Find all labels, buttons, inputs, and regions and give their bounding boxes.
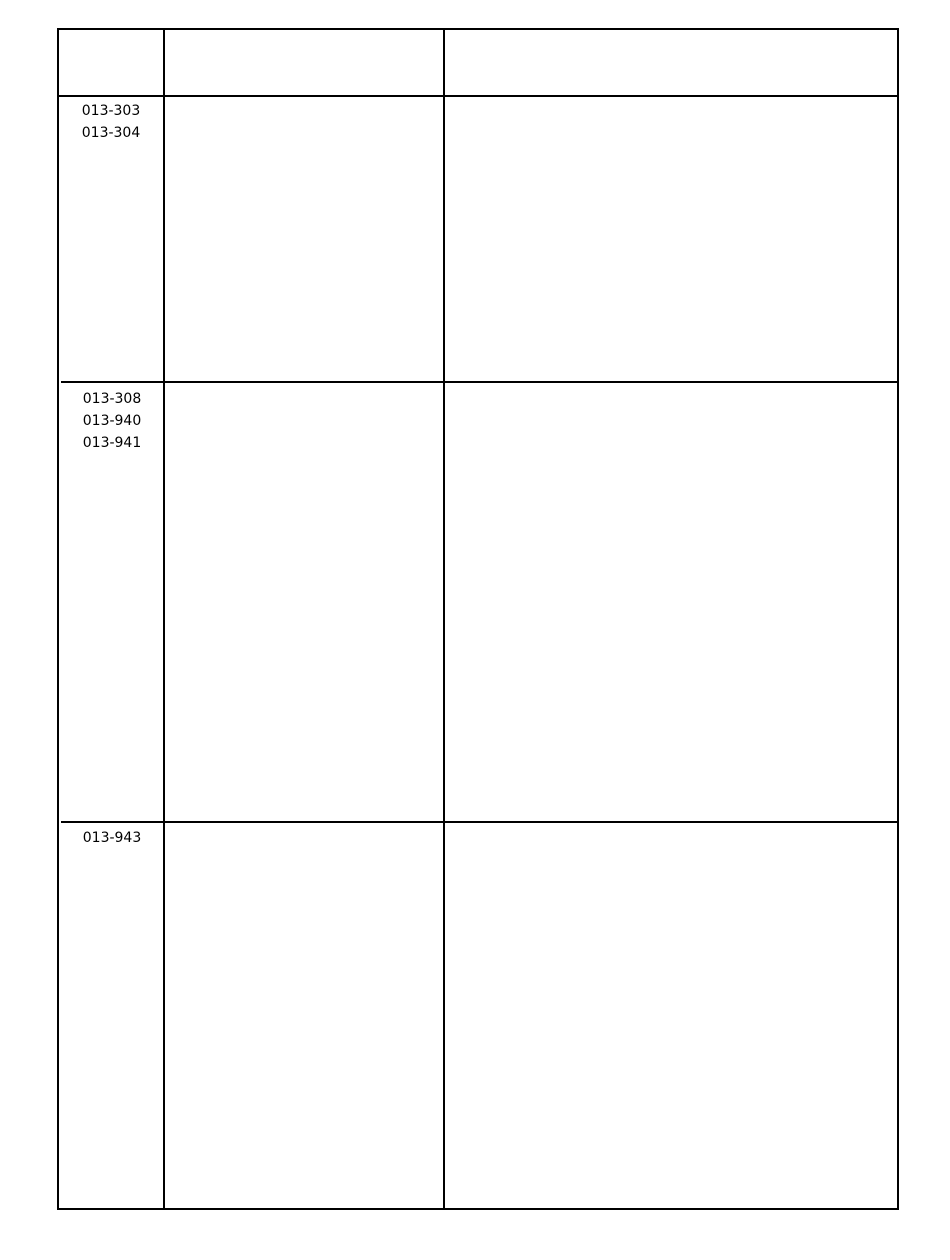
table-row-codes (59, 388, 163, 454)
fault-code: 013-303 (81, 103, 141, 119)
fault-code-table (57, 28, 899, 1210)
row-divider (61, 381, 897, 383)
row-divider (61, 821, 897, 823)
table-row-codes (59, 827, 163, 849)
fault-code: 013-941 (82, 435, 142, 451)
header-divider (59, 95, 897, 97)
column-divider (163, 30, 165, 1208)
fault-code: 013-943 (82, 830, 142, 846)
fault-code: 013-304 (81, 125, 141, 141)
column-divider (443, 30, 445, 1208)
table-row-codes (59, 100, 163, 144)
fault-code: 013-940 (82, 413, 142, 429)
fault-code: 013-308 (82, 391, 142, 407)
